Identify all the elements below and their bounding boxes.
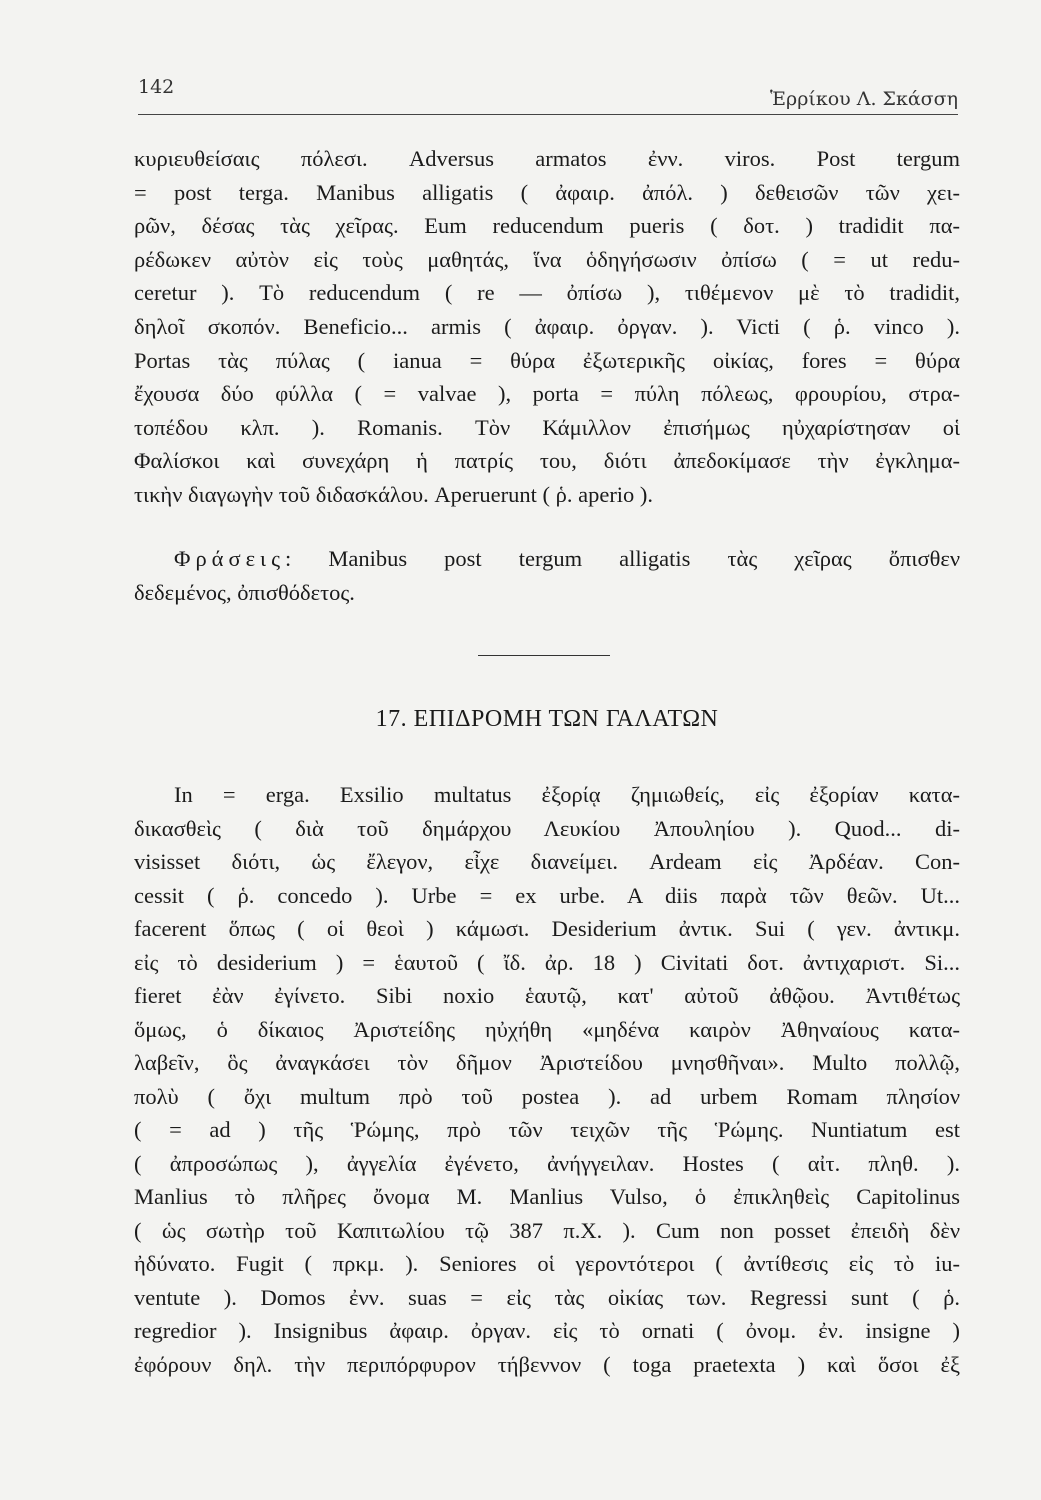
text-line: τοπέδου κλπ. ). Romanis. Τὸν Κάμιλλον ἐπισήμως ηὐχαρίστησαν οἱ [134, 414, 960, 440]
text-line: ( ἀπροσώπως ), ἀγγελία ἐγένετο, ἀνήγγειλαν. Hostes ( αἰτ. πληθ. ). [134, 1150, 960, 1176]
text-line: ἠδύνατο. Fugit ( πρκμ. ). Seniores οἱ γεροντότεροι ( ἀντίθεσις εἰς τὸ iu- [134, 1251, 960, 1276]
page-number: 142 [138, 76, 175, 98]
phrases-text: : Manibus post tergum alligatis τὰς χεῖρας ὄπισθεν [285, 546, 960, 571]
section-title: 17. ΕΠΙΔΡΟΜΗ ΤΩΝ ΓΑΛΑΤΩΝ [375, 706, 719, 732]
text-line: ( = ad ) τῆς Ῥώμης, πρὸ τῶν τειχῶν τῆς Ῥώμης. Nuntiatum est [134, 1117, 960, 1142]
phrases-line: δεδεμένος, ὀπισθόδετος. [134, 579, 355, 605]
phrases-paragraph [134, 542, 960, 609]
text-line: ἐφόρουν δηλ. τὴν περιπόρφυρον τήβεννον ( toga praetexta ) καὶ ὅσοι ἐξ [134, 1351, 960, 1377]
header-rule [138, 114, 958, 115]
text-line: ρέδωκεν αὐτὸν εἰς τοὺς μαθητάς, ἵνα ὁδηγήσωσιν ὀπίσω ( = ut redu- [134, 246, 960, 272]
text-line: ceretur ). Τὸ reducendum ( re — ὀπίσω ), τιθέμενον μὲ τὸ tradidit, [134, 280, 960, 306]
running-header [138, 76, 958, 112]
text-line: cessit ( ῥ. concedo ). Urbe = ex urbe. A diis παρὰ τῶν θεῶν. Ut... [134, 882, 960, 908]
text-line: ( ὡς σωτὴρ τοῦ Καπιτωλίου τῷ 387 π.Χ. ). Cum non posset ἐπειδὴ δὲν [134, 1217, 960, 1243]
text-line: κυριευθείσαις πόλεσι. Adversus armatos ἐνν. viros. Post tergum [134, 146, 960, 171]
text-line: ὅμως, ὁ δίκαιος Ἀριστείδης ηὐχήθη «μηδένα καιρὸν Ἀθηναίους κατα- [134, 1016, 960, 1042]
text-line: δηλοῖ σκοπόν. Beneficio... armis ( ἀφαιρ. ὀργαν. ). Victi ( ῥ. vinco ). [134, 313, 960, 339]
text-line: ρῶν, δέσας τὰς χεῖρας. Eum reducendum pueris ( δοτ. ) tradidit πα- [134, 213, 960, 239]
text-line: ἔχουσα δύο φύλλα ( = valvae ), porta = πύλη πόλεως, φρουρίου, στρα- [134, 381, 960, 407]
phrases-label: Φράσεις [174, 546, 286, 571]
text-line: εἰς τὸ desiderium ) = ἑαυτοῦ ( ἴδ. ἀρ. 18 ) Civitati δοτ. ἀντιχαριστ. Si... [134, 949, 960, 975]
text-line: regredior ). Insignibus ἀφαιρ. ὀργαν. εἰς τὸ ornati ( ὀνομ. ἐν. insigne ) [134, 1318, 960, 1343]
text-line: facerent ὅπως ( οἱ θεοὶ ) κάμωσι. Desiderium ἀντικ. Sui ( γεν. ἀντικμ. [134, 916, 960, 941]
text-line: In = erga. Exsilio multatus ἐξορίᾳ ζημιωθείς, εἰς ἐξορίαν κατα- [174, 782, 960, 807]
text-line: ventute ). Domos ἐνν. suas = εἰς τὰς οἰκίας των. Regressi sunt ( ῥ. [134, 1284, 960, 1310]
text-line: Manlius τὸ πλῆρες ὄνομα M. Manlius Vulso, ὁ ἐπικληθεὶς Capitolinus [134, 1184, 960, 1209]
text-line: δικασθεὶς ( διὰ τοῦ δημάρχου Λευκίου Ἀπουληίου ). Quod... di- [134, 815, 960, 841]
text-line: visisset διότι, ὡς ἔλεγον, εἶχε διανείμει. Ardeam εἰς Ἀρδέαν. Con- [134, 849, 960, 874]
text-line: Portas τὰς πύλας ( ianua = θύρα ἐξωτερικῆς οἰκίας, fores = θύρα [134, 347, 960, 373]
commentary-paragraph [134, 142, 960, 512]
section-commentary [134, 778, 960, 1381]
section-divider [478, 655, 610, 656]
text-line: Φαλίσκοι καὶ συνεχάρη ἡ πατρίς του, διότι ἀπεδοκίμασε τὴν ἐγκλημα- [134, 448, 960, 474]
text-line: τικὴν διαγωγὴν τοῦ διδασκάλου. Aperuerunt ( ῥ. aperio ). [134, 481, 654, 507]
text-line: fieret ἐὰν ἐγίνετο. Sibi noxio ἑαυτῷ, κατ' αὐτοῦ ἀθῷου. Ἀντιθέτως [134, 983, 960, 1008]
running-head-author: Ἑρρίκου Λ. Σκάσση [770, 88, 958, 110]
text-line: πολὺ ( ὄχι multum πρὸ τοῦ postea ). ad urbem Romam πλησίον [134, 1083, 960, 1109]
text-line: λαβεῖν, ὃς ἀναγκάσει τὸν δῆμον Ἀριστείδου μνησθῆναι». Multo πολλῷ, [134, 1050, 960, 1075]
text-line: = post terga. Manibus alligatis ( ἀφαιρ. ἀπόλ. ) δεθεισῶν τῶν χει- [134, 179, 960, 205]
phrases-line [134, 542, 960, 576]
